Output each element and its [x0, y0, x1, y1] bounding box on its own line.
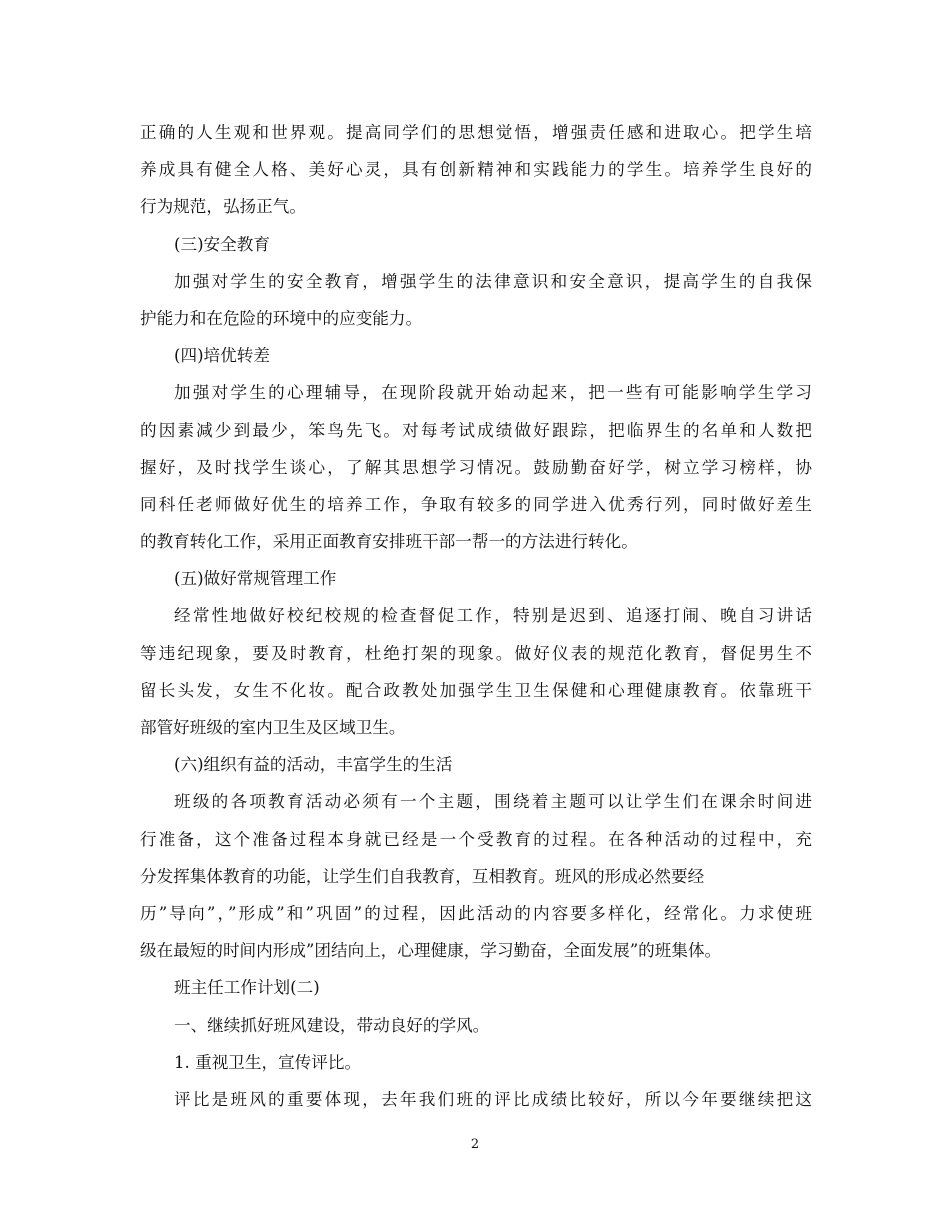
text-line: 行准备，这个准备过程本身就已经是一个受教育的过程。在各种活动的过程中，充 [140, 829, 812, 849]
text-line: 评比是班风的重要体现，去年我们班的评比成绩比较好，所以今年要继续把这 [174, 1089, 812, 1109]
text-line: 级在最短的时间内形成”团结向上，心理健康，学习勤奋，全面发展”的班集体。 [140, 941, 722, 961]
text-line: 的教育转化工作，采用正面教育安排班干部一帮一的方法进行转化。 [140, 532, 638, 552]
text-line: 正确的人生观和世界观。提高同学们的思想觉悟，增强责任感和进取心。把学生培 [140, 123, 812, 142]
text-line: 等违纪现象，要及时教育，杜绝打架的现象。做好仪表的规范化教育，督促男生不 [140, 643, 812, 663]
text-line: 养成具有健全人格、美好心灵，具有创新精神和实践能力的学生。培养学生良好的 [140, 160, 812, 180]
text-line: 一、继续抓好班风建设，带动良好的学风。 [174, 1015, 490, 1035]
text-line: (五)做好常规管理工作 [174, 569, 337, 589]
text-line: 的因素减少到最少，笨鸟先飞。对每考试成绩做好跟踪，把临界生的名单和人数把 [140, 420, 812, 440]
page-number: 2 [470, 1137, 480, 1152]
text-line: 留长头发，女生不化妆。配合政教处加强学生卫生保健和心理健康教育。依靠班干 [140, 680, 812, 700]
text-line: 加强对学生的心理辅导，在现阶段就开始动起来，把一些有可能影响学生学习 [174, 383, 812, 403]
text-line: 行为规范，弘扬正气。 [140, 197, 306, 217]
text-line: 分发挥集体教育的功能，让学生们自我教育，互相教育。班风的形成必然要经 [140, 866, 705, 886]
text-line: 握好，及时找学生谈心，了解其思想学习情况。鼓励勤奋好学，树立学习榜样，协 [140, 457, 812, 477]
text-line: 历”导向”，”形成”和”巩固”的过程，因此活动的内容要多样化，经常化。力求使班 [140, 903, 812, 923]
text-line: 护能力和在危险的环境中的应变能力。 [140, 308, 423, 328]
text-line: 部管好班级的室内卫生及区域卫生。 [140, 718, 406, 737]
text-line: (四)培优转差 [174, 346, 270, 366]
text-line: 经常性地做好校纪校规的检查督促工作，特别是迟到、追逐打闹、晚自习讲话 [174, 606, 812, 626]
text-line: 班主任工作计划(二) [174, 978, 320, 998]
text-line: 1. 重视卫生，宣传评比。 [174, 1052, 362, 1072]
text-line: 加强对学生的安全教育，增强学生的法律意识和安全意识，提高学生的自我保 [174, 271, 812, 291]
document-body [140, 114, 812, 1118]
text-line: 同科任老师做好优生的培养工作，争取有较多的同学进入优秀行列，同时做好差生 [140, 494, 812, 514]
text-line: (三)安全教育 [174, 234, 270, 254]
text-line: (六)组织有益的活动，丰富学生的生活 [174, 755, 453, 775]
text-line: 班级的各项教育活动必须有一个主题，围绕着主题可以让学生们在课余时间进 [174, 792, 812, 812]
